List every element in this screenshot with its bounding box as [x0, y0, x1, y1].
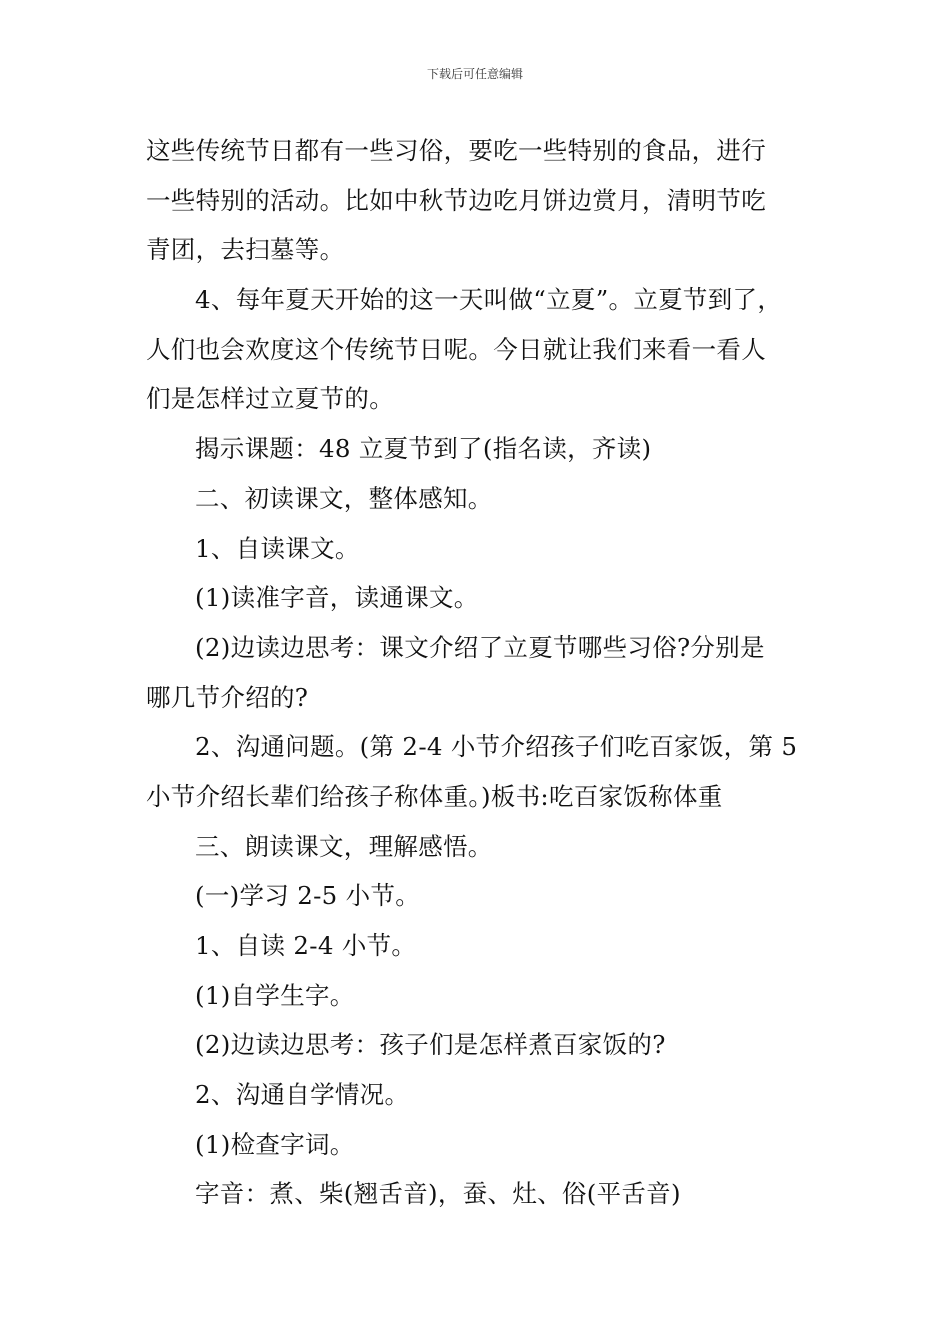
- text-line: 哪几节介绍的?: [146, 682, 309, 712]
- text-line: 人们也会欢度这个传统节日呢。今日就让我们来看一看人: [146, 334, 766, 364]
- lesson-title-line: 揭示课题：48 立夏节到了(指名读，齐读): [195, 434, 652, 464]
- text-line: 们是怎样过立夏节的。: [146, 384, 394, 414]
- text-line: 小节介绍长辈们给孩子称体重。)板书:吃百家饭称体重: [146, 781, 723, 811]
- text-line: (一)学习 2-5 小节。: [195, 881, 421, 911]
- text-line: 2、沟通问题。(第 2-4 小节介绍孩子们吃百家饭，第 5: [195, 732, 798, 762]
- text-line: 青团，去扫墓等。: [146, 235, 345, 265]
- text-line: (1)自学生字。: [195, 980, 355, 1010]
- text-line: (1)检查字词。: [195, 1129, 355, 1159]
- text-line: 1、自读 2-4 小节。: [195, 931, 417, 960]
- section-heading: 三、朗读课文，理解感悟。: [195, 831, 493, 861]
- section-heading: 二、初读课文，整体感知。: [195, 483, 493, 513]
- document-body: [146, 126, 826, 1219]
- text-line: (2)边读边思考：孩子们是怎样煮百家饭的?: [195, 1030, 666, 1060]
- text-line: (2)边读边思考：课文介绍了立夏节哪些习俗?分别是: [195, 632, 765, 662]
- text-line: (1)读准字音，读通课文。: [195, 583, 479, 613]
- text-line: 这些传统节日都有一些习俗，要吃一些特别的食品，进行: [146, 136, 766, 165]
- text-line: 4、每年夏天开始的这一天叫做“立夏”。立夏节到了，: [195, 285, 783, 315]
- text-line: 1、自读课文。: [195, 533, 360, 563]
- text-line: 2、沟通自学情况。: [195, 1080, 410, 1110]
- page-header: 下载后可任意编辑: [426, 67, 523, 81]
- text-line: 一些特别的活动。比如中秋节边吃月饼边赏月，清明节吃: [146, 185, 766, 215]
- text-line: 字音：煮、柴(翘舌音)，蚕、灶、俗(平舌音): [195, 1179, 681, 1209]
